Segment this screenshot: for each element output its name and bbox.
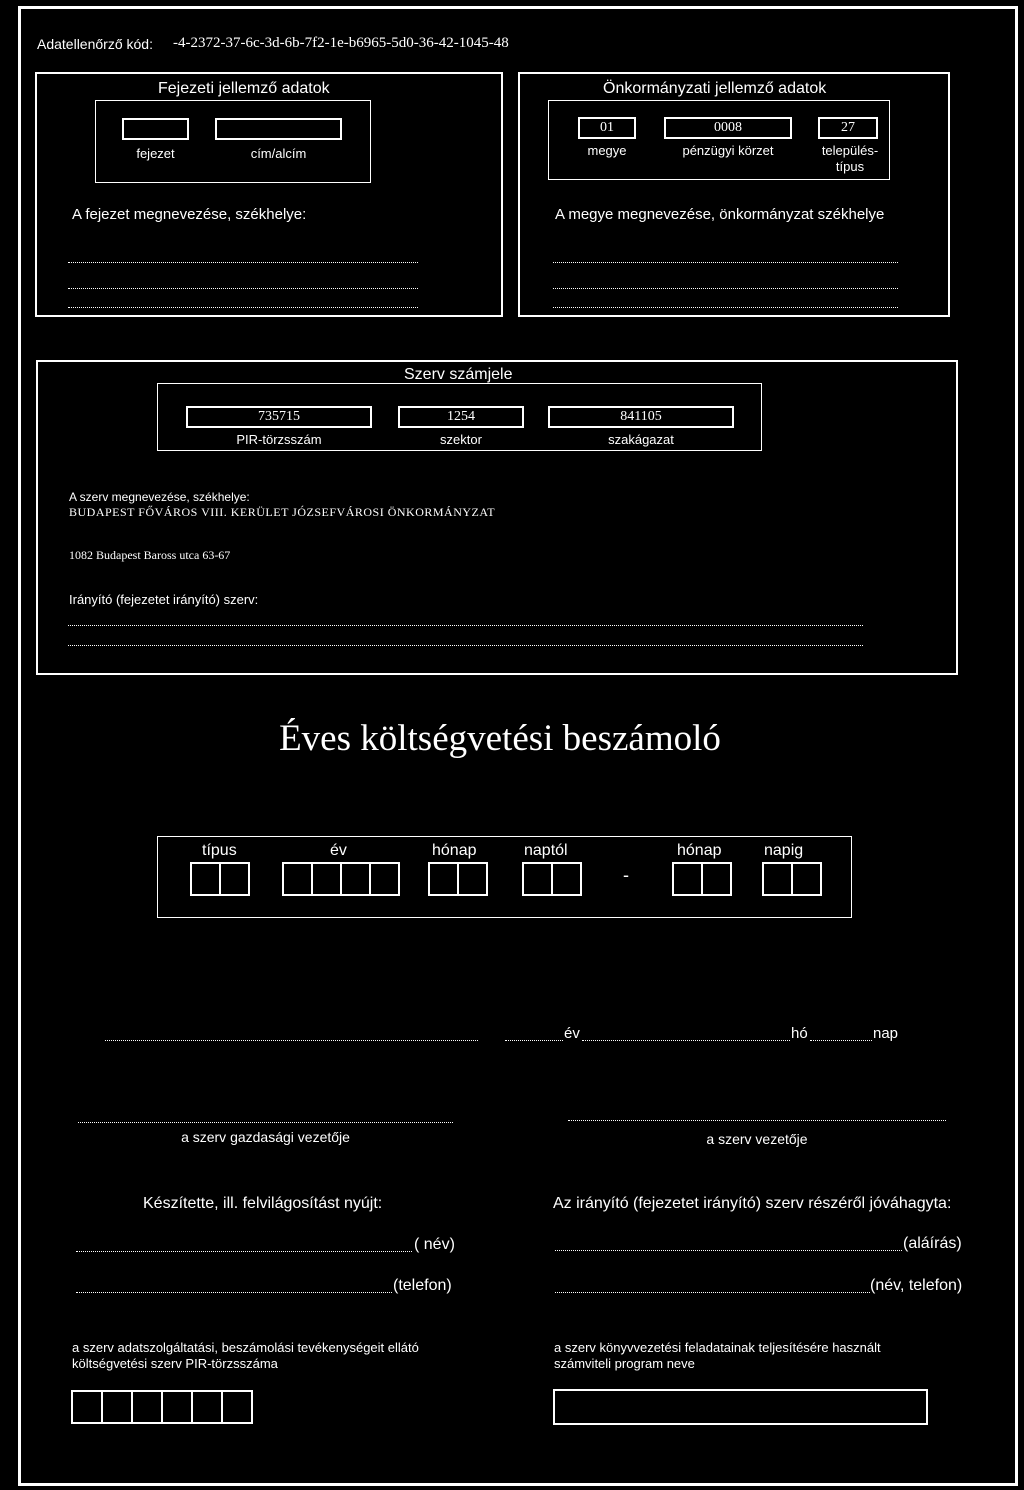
cim-field [215,118,342,140]
ev-cell-4 [369,862,400,896]
footer-software-field [553,1389,928,1425]
napig-cell-2 [791,862,822,896]
tipus-field: 27 [818,117,878,139]
control-code-value: -4-2372-37-6c-3d-6b-7f2-1e-b6965-5d0-36-42-1045-48 [173,35,509,51]
chapter-name-line-3 [68,307,418,308]
col-ev-label: év [330,842,347,859]
control-code-label: Adatellenőrző kód: [37,36,153,52]
approved-name-phone: (név, telefon) [870,1277,963,1294]
date-ho: hó [791,1025,808,1042]
footer-pir-cell-4 [161,1390,193,1424]
prepared-name-line [76,1251,412,1252]
cim-label: cím/alcím [250,146,307,161]
footer-pir-cell-1 [71,1390,103,1424]
chapter-name-line-2 [68,288,418,289]
naptol-cell-1 [522,862,553,896]
branch-field: 841105 [548,406,734,428]
honap2-cell-1 [672,862,703,896]
local-gov-name-line-2 [553,288,898,289]
naptol-cell-2 [551,862,582,896]
chapter-name-line-1 [68,262,418,263]
megye-field: 01 [578,117,636,139]
chapter-codes-box [95,100,371,183]
footer-pir-cell-3 [131,1390,163,1424]
branch-label: szakágazat [608,432,674,447]
tipus-cell-1 [190,862,221,896]
org-director-line-1 [68,625,863,626]
footer-pir-cell-6 [221,1390,253,1424]
ev-cell-1 [282,862,313,896]
pir-field: 735715 [186,406,372,428]
approved-sign-line [555,1250,902,1251]
col-honap1-label: hónap [432,842,477,859]
col-napig-label: napig [764,842,804,859]
signature-left-label: a szerv gazdasági vezetője [181,1129,350,1145]
honap1-cell-2 [457,862,488,896]
ev-cell-3 [340,862,371,896]
org-name-label: A szerv megnevezése, székhelye: [69,490,250,504]
honap2-cell-2 [701,862,732,896]
prepared-name: ( név) [414,1236,455,1253]
footer-left-1: a szerv adatszolgáltatási, beszámolási tevékenységeit ellátó [72,1340,419,1355]
footer-right-1: a szerv könyvvezetési feladatainak teljesítésére használt [554,1340,881,1355]
footer-pir-cell-2 [101,1390,133,1424]
report-title: Éves költségvetési beszámoló [279,718,721,759]
local-gov-title: Önkormányzati jellemző adatok [603,80,827,97]
honap1-cell-1 [428,862,459,896]
signature-line-left [78,1122,453,1123]
korzet-field: 0008 [664,117,792,139]
pir-label: PIR-törzsszám [236,432,322,447]
tipus-label-1: település- [821,143,879,158]
korzet-label: pénzügyi körzet [682,143,774,158]
org-director-label: Irányító (fejezetet irányító) szerv: [69,592,259,607]
place-line [105,1040,478,1041]
approved-sign: (aláírás) [903,1235,962,1252]
col-naptol-label: naptól [524,842,568,859]
period-dash: - [623,865,629,885]
date-nap: nap [873,1025,899,1042]
month-line [582,1040,790,1041]
fejezet-field [122,118,189,140]
approved-name-line [555,1292,870,1293]
sector-field: 1254 [398,406,524,428]
col-honap2-label: hónap [677,842,722,859]
local-gov-name-line-1 [553,262,898,263]
year-line [505,1040,563,1041]
report-period-box [157,836,852,918]
napig-cell-1 [762,862,793,896]
footer-pir-cell-5 [191,1390,223,1424]
ev-cell-2 [311,862,342,896]
approved-label: Az irányító (fejezetet irányító) szerv részéről jóváhagyta: [553,1195,952,1212]
org-director-line-2 [68,645,863,646]
local-gov-name-line-3 [553,307,898,308]
signature-line-right [568,1120,946,1121]
sector-label: szektor [440,432,482,447]
fejezet-label: fejezet [136,146,175,161]
tipus-cell-2 [219,862,250,896]
tipus-label-2: típus [835,159,865,174]
day-line [810,1040,872,1041]
date-ev: év [564,1025,580,1042]
megye-label: megye [587,143,627,158]
prepared-phone-line [76,1292,392,1293]
local-gov-name-label: A megye megnevezése, önkormányzat székhelye [555,206,885,223]
prepared-phone: (telefon) [393,1277,452,1294]
org-name-value: BUDAPEST FŐVÁROS VIII. KERÜLET JÓZSEFVÁROSI ÖNKORMÁNYZAT [69,505,496,519]
footer-left-2: költségvetési szerv PIR-törzsszáma [72,1356,278,1371]
footer-right-2: számviteli program neve [554,1356,695,1371]
org-address-value: 1082 Budapest Baross utca 63-67 [69,548,231,562]
chapter-name-label: A fejezet megnevezése, székhelye: [72,206,307,223]
signature-right-label: a szerv vezetője [706,1131,808,1147]
col-tipus-label: típus [202,842,237,859]
prepared-label: Készítette, ill. felvilágosítást nyújt: [143,1195,383,1212]
chapter-title: Fejezeti jellemző adatok [158,80,330,97]
org-title: Szerv számjele [404,366,513,383]
